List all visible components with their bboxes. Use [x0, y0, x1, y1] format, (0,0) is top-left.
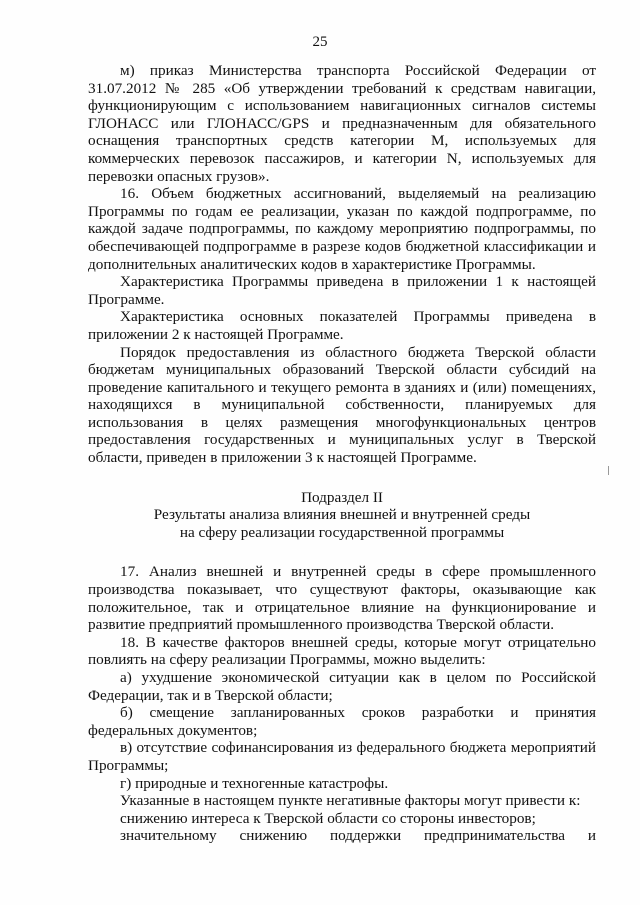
- paragraph-characteristic-indicators: Характеристика основных показателей Программы приведена в приложении 2 к настоящей Программе.: [88, 308, 596, 343]
- factor-a: а) ухудшение экономической ситуации как в целом по Российской Федерации, так и в Тверской области;: [88, 669, 596, 704]
- paragraph-subsidies-procedure: Порядок предоставления из областного бюджета Тверской области бюджетам муниципальных образований Тверской области субсидий на проведение капитального и текущего ремонта в зданиях и (или) помещениях, находящихся в муниципальной собственности, планируемых для использования в целях размещения многофункциональных центров предоставления государственных и муниципальных услуг в Тверской области, приведен в приложении 3 к настоящей Программе.: [88, 343, 596, 467]
- factor-b: б) смещение запланированных сроков разработки и принятия федеральных документов;: [88, 704, 596, 739]
- paragraph-characteristic-program: Характеристика Программы приведена в приложении 1 к настоящей Программе.: [88, 273, 596, 308]
- paragraph-16: 16. Объем бюджетных ассигнований, выделяемый на реализацию Программы по годам ее реализации, указан по каждой подпрограмме, по каждой задаче подпрограммы, по каждому мероприятию подпрограммы, по обеспечивающей подпрограмме в разрезе кодов бюджетной классификации и дополнительных аналитических кодов в характеристике Программы.: [88, 185, 596, 273]
- factor-g: г) природные и техногенные катастрофы.: [120, 774, 389, 792]
- paragraph-17: 17. Анализ внешней и внутренней среды в сфере промышленного производства показывает, что существуют факторы, оказывающие как положительное, так и отрицательное влияние на функционирование и развитие предприятий промышленного производства Тверской области.: [88, 563, 596, 634]
- subsection-title: Подраздел II: [301, 488, 383, 506]
- subsection-subtitle-line2: на сферу реализации государственной программы: [179, 523, 505, 541]
- consequence-entrepreneurship: значительному снижению поддержки предпринимательства и: [120, 827, 596, 845]
- consequences-intro: Указанные в настоящем пункте негативные факторы могут привести к:: [120, 792, 581, 810]
- scan-artifact-mark: [608, 466, 609, 475]
- subsection-subtitle-line1: Результаты анализа влияния внешней и внутренней среды: [153, 506, 531, 524]
- paragraph-18: 18. В качестве факторов внешней среды, которые могут отрицательно повлиять на сферу реализации Программы, можно выделить:: [88, 633, 596, 669]
- page-number: 25: [312, 34, 328, 50]
- factor-v: в) отсутствие софинансирования из федерального бюджета мероприятий Программы;: [88, 739, 596, 774]
- consequence-investors: снижению интереса к Тверской области со стороны инвесторов;: [120, 809, 536, 827]
- document-body: [88, 62, 596, 845]
- paragraph-item-m: м) приказ Министерства транспорта Российской Федерации от 31.07.2012 № 285 «Об утверждении требований к средствам навигации, функционирующим с использованием навигационных сигналов системы ГЛОНАСС или ГЛОНАСС/GPS и предназначенным для обязательного оснащения транспортных средств категории М, используемых для коммерческих перевозок пассажиров, и категории N, используемых для перевозки опасных грузов».: [88, 62, 596, 185]
